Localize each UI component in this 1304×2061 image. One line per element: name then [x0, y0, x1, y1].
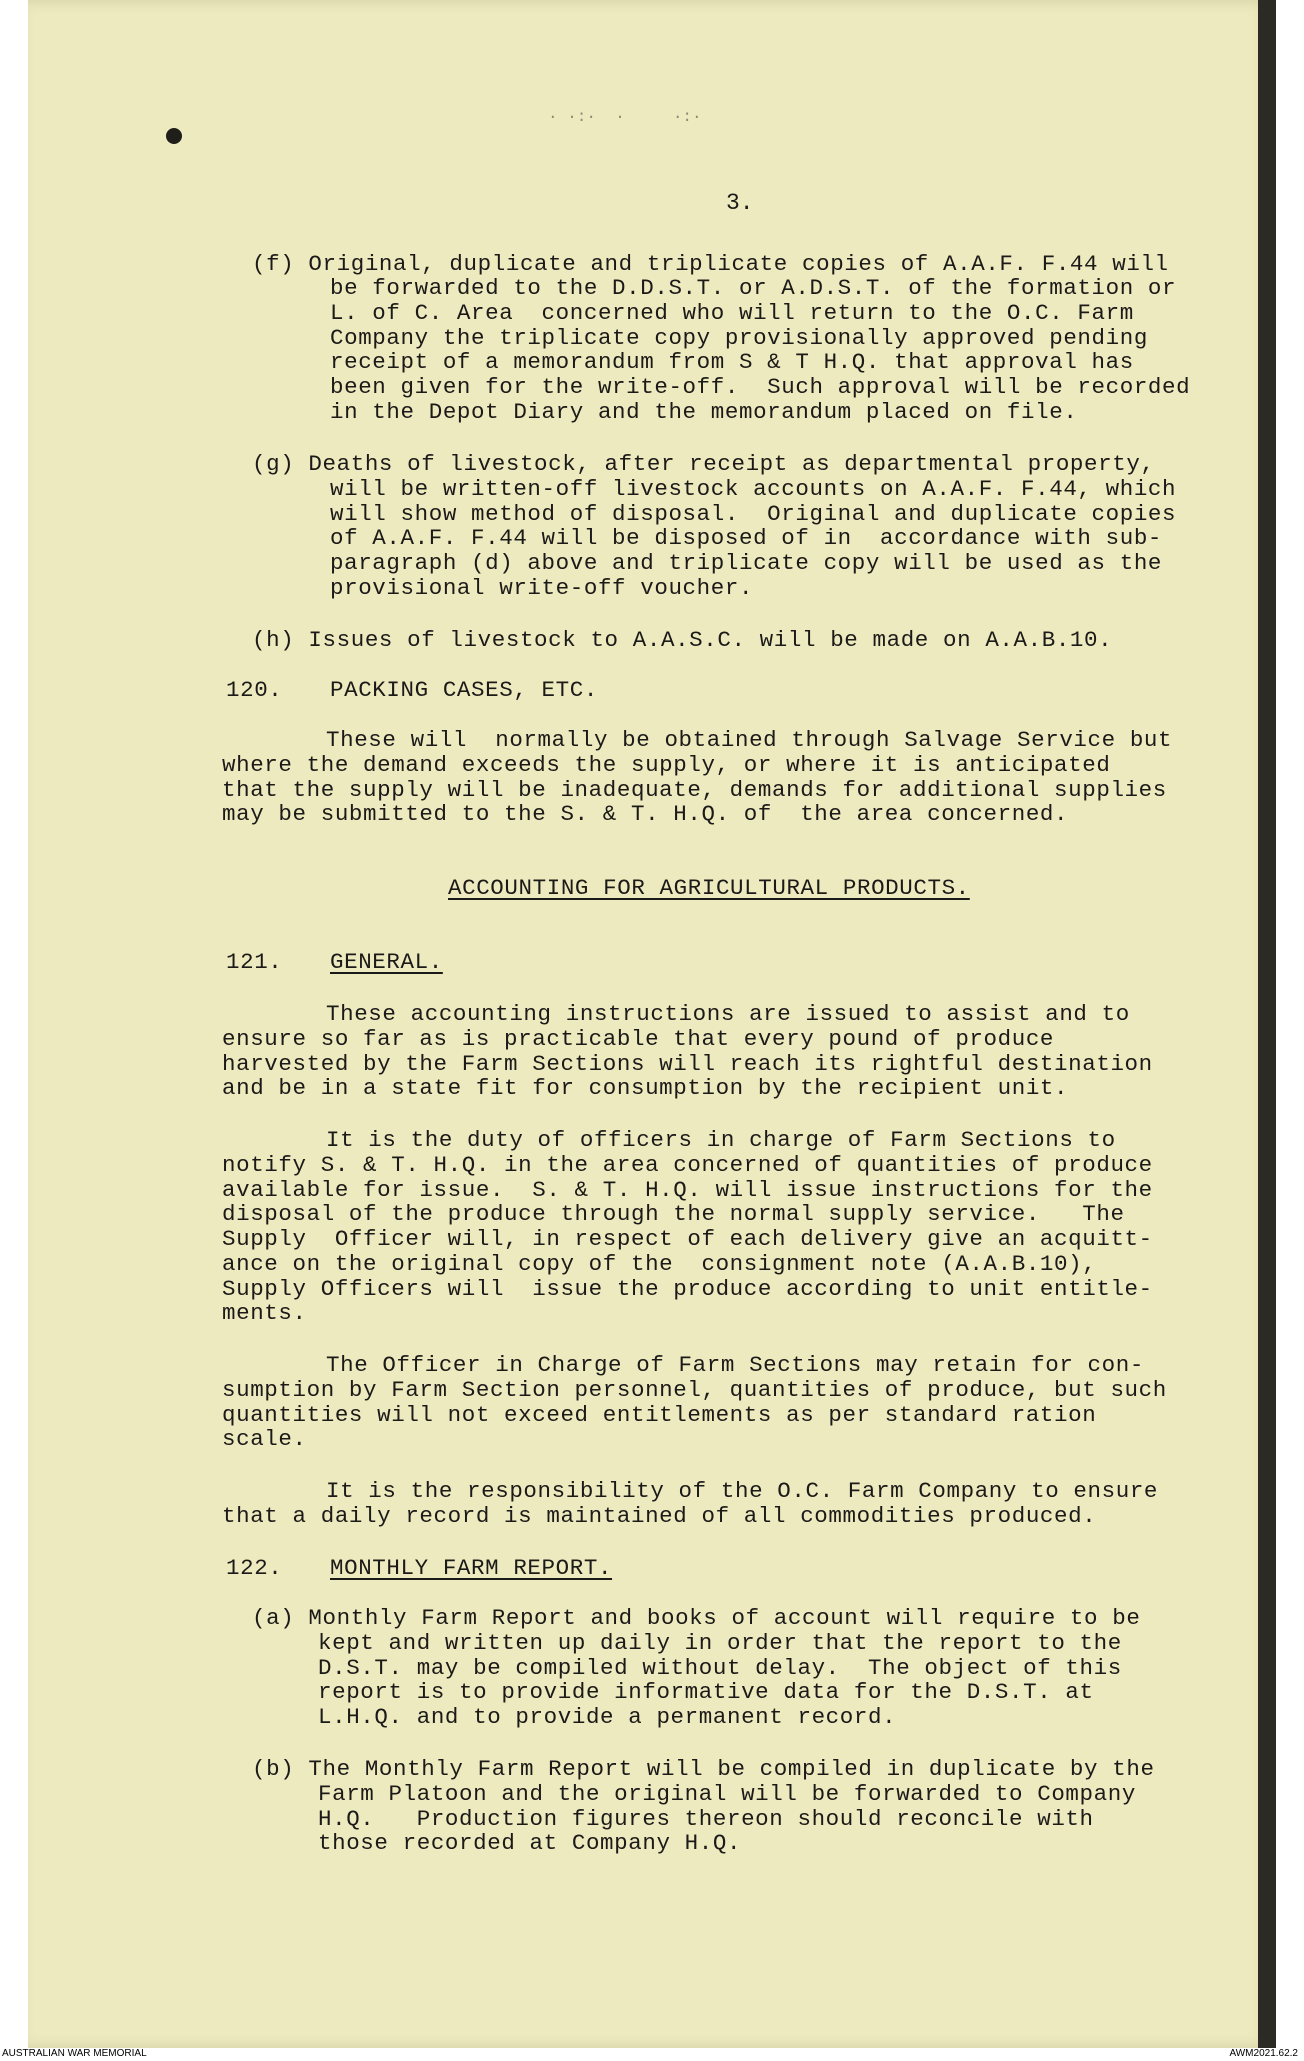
s122-a-line: L.H.Q. and to provide a permanent record.	[318, 1704, 897, 1730]
s121-p1-line: ensure so far as is practicable that every pound of produce	[222, 1026, 1055, 1052]
s121-p3-line: The Officer in Charge of Farm Sections may retain for con-	[326, 1352, 1144, 1378]
s122-b-line: Farm Platoon and the original will be forwarded to Company	[318, 1781, 1136, 1807]
para-g-line: of A.A.F. F.44 will be disposed of in accordance with sub-	[330, 525, 1163, 551]
centered-heading: ACCOUNTING FOR AGRICULTURAL PRODUCTS.	[448, 875, 970, 901]
para-f-line: be forwarded to the D.D.S.T. or A.D.S.T. of the formation or	[330, 275, 1177, 301]
section-number: 121.	[226, 949, 283, 975]
s121-p2-line: It is the duty of officers in charge of Farm Sections to	[326, 1127, 1116, 1153]
para-h-line: (h) Issues of livestock to A.A.S.C. will be made on A.A.B.10.	[252, 627, 1113, 653]
s121-p3-line: sumption by Farm Section personnel, quantities of produce, but such	[222, 1377, 1167, 1403]
s120-line: where the demand exceeds the supply, or where it is anticipated	[222, 752, 1111, 778]
para-f-line: receipt of a memorandum from S & T H.Q. that approval has	[330, 349, 1134, 375]
s122-a-line: kept and written up daily in order that the report to the	[318, 1630, 1122, 1656]
page-number: 3.	[726, 190, 754, 216]
para-f-line: Company the triplicate copy provisionally approved pending	[330, 325, 1148, 351]
section-title: GENERAL.	[330, 949, 443, 975]
s121-p4-line: It is the responsibility of the O.C. Farm Company to ensure	[326, 1478, 1159, 1504]
s121-p2-line: Supply Officers will issue the produce according to unit entitle-	[222, 1276, 1153, 1302]
bleed-through-mark: · ·:· · ·:·	[548, 108, 702, 126]
section-number: 122.	[226, 1555, 283, 1581]
para-g-line: provisional write-off voucher.	[330, 575, 754, 601]
para-f-line: (f) Original, duplicate and triplicate copies of A.A.F. F.44 will	[252, 251, 1169, 277]
s121-p2-line: Supply Officer will, in respect of each delivery give an acquitt-	[222, 1226, 1153, 1252]
archive-name: AUSTRALIAN WAR MEMORIAL	[2, 2048, 147, 2059]
para-g-line: will be written-off livestock accounts on A.A.F. F.44, which	[330, 476, 1177, 502]
s122-b-line: those recorded at Company H.Q.	[318, 1830, 742, 1856]
para-f-line: in the Depot Diary and the memorandum placed on file.	[330, 399, 1078, 425]
s122-b-line: H.Q. Production figures thereon should reconcile with	[318, 1806, 1094, 1832]
para-f-line: been given for the write-off. Such approval will be recorded	[330, 374, 1191, 400]
s121-p2-line: available for issue. S. & T. H.Q. will issue instructions for the	[222, 1177, 1153, 1203]
binding-edge	[1258, 0, 1276, 2048]
section-title: PACKING CASES, ETC.	[330, 677, 598, 703]
s121-p2-line: ments.	[222, 1300, 307, 1326]
archive-footer	[0, 2048, 1304, 2061]
s122-a-line: D.S.T. may be compiled without delay. The object of this	[318, 1655, 1122, 1681]
s121-p3-line: quantities will not exceed entitlements as per standard ration	[222, 1402, 1097, 1428]
punch-hole	[166, 128, 182, 144]
section-title: MONTHLY FARM REPORT.	[330, 1555, 613, 1581]
s121-p1-line: harvested by the Farm Sections will reach its rightful destination	[222, 1051, 1153, 1077]
s121-p3-line: scale.	[222, 1426, 307, 1452]
para-g-line: will show method of disposal. Original and duplicate copies	[330, 501, 1177, 527]
para-f-line: L. of C. Area concerned who will return to the O.C. Farm	[330, 300, 1134, 326]
para-g-line: paragraph (d) above and triplicate copy will be used as the	[330, 550, 1163, 576]
s121-p4-line: that a daily record is maintained of all commodities produced.	[222, 1503, 1097, 1529]
s120-line: that the supply will be inadequate, demands for additional supplies	[222, 777, 1167, 803]
s121-p1-line: These accounting instructions are issued to assist and to	[326, 1001, 1130, 1027]
s122-a-line: (a) Monthly Farm Report and books of account will require to be	[252, 1605, 1141, 1631]
s122-a-line: report is to provide informative data for the D.S.T. at	[318, 1679, 1094, 1705]
para-g-line: (g) Deaths of livestock, after receipt as departmental property,	[252, 451, 1155, 477]
s121-p1-line: and be in a state fit for consumption by the recipient unit.	[222, 1075, 1069, 1101]
s122-b-line: (b) The Monthly Farm Report will be compiled in duplicate by the	[252, 1756, 1155, 1782]
s120-line: may be submitted to the S. & T. H.Q. of the area concerned.	[222, 801, 1069, 827]
s121-p2-line: disposal of the produce through the normal supply service. The	[222, 1201, 1125, 1227]
s121-p2-line: notify S. & T. H.Q. in the area concerned of quantities of produce	[222, 1152, 1153, 1178]
section-number: 120.	[226, 677, 283, 703]
s121-p2-line: ance on the original copy of the consignment note (A.A.B.10),	[222, 1251, 1097, 1277]
archive-reference: AWM2021.62.2	[1229, 2048, 1298, 2059]
s120-line: These will normally be obtained through Salvage Service but	[326, 727, 1173, 753]
